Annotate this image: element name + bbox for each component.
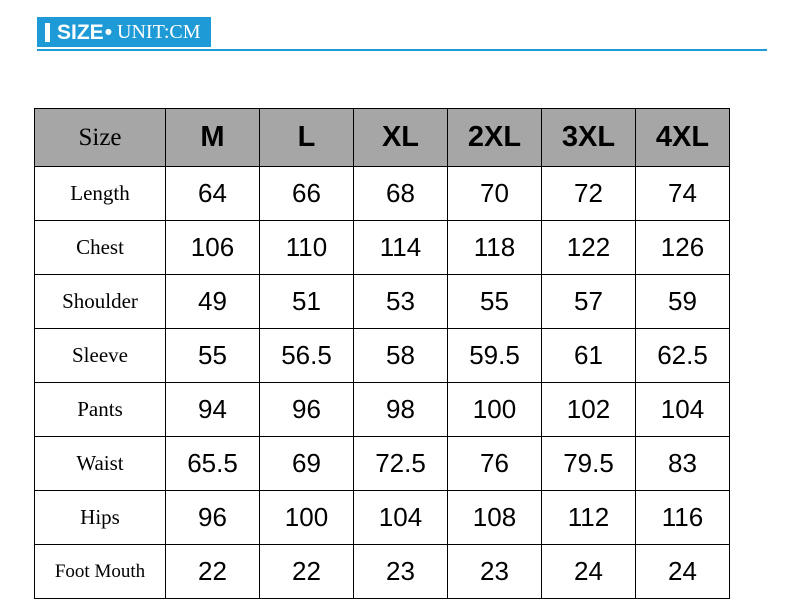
row-label-chest: Chest bbox=[35, 221, 166, 275]
cell-foot-mouth-xl: 23 bbox=[354, 545, 448, 599]
cell-sleeve-4xl: 62.5 bbox=[636, 329, 730, 383]
cell-foot-mouth-4xl: 24 bbox=[636, 545, 730, 599]
size-table-container bbox=[34, 108, 730, 599]
cell-shoulder-l: 51 bbox=[260, 275, 354, 329]
cell-length-4xl: 74 bbox=[636, 167, 730, 221]
cell-pants-m: 94 bbox=[166, 383, 260, 437]
cell-shoulder-xl: 53 bbox=[354, 275, 448, 329]
cell-waist-m: 65.5 bbox=[166, 437, 260, 491]
cell-sleeve-l: 56.5 bbox=[260, 329, 354, 383]
badge-unit-label: UNIT:CM bbox=[117, 21, 201, 43]
cell-hips-4xl: 116 bbox=[636, 491, 730, 545]
table-row bbox=[35, 491, 730, 545]
header-cell-l: L bbox=[260, 109, 354, 167]
cell-pants-3xl: 102 bbox=[542, 383, 636, 437]
cell-sleeve-2xl: 59.5 bbox=[448, 329, 542, 383]
table-row bbox=[35, 275, 730, 329]
cell-chest-4xl: 126 bbox=[636, 221, 730, 275]
cell-pants-xl: 98 bbox=[354, 383, 448, 437]
cell-waist-l: 69 bbox=[260, 437, 354, 491]
header-cell-size: Size bbox=[35, 109, 166, 167]
cell-waist-2xl: 76 bbox=[448, 437, 542, 491]
row-label-foot-mouth: Foot Mouth bbox=[35, 545, 166, 599]
cell-sleeve-xl: 58 bbox=[354, 329, 448, 383]
row-label-sleeve: Sleeve bbox=[35, 329, 166, 383]
cell-sleeve-3xl: 61 bbox=[542, 329, 636, 383]
cell-waist-4xl: 83 bbox=[636, 437, 730, 491]
table-row bbox=[35, 221, 730, 275]
size-table bbox=[34, 108, 730, 599]
header-divider-line bbox=[37, 49, 767, 51]
table-header bbox=[35, 109, 730, 167]
cell-chest-3xl: 122 bbox=[542, 221, 636, 275]
table-row bbox=[35, 437, 730, 491]
cell-hips-3xl: 112 bbox=[542, 491, 636, 545]
table-row bbox=[35, 167, 730, 221]
cell-foot-mouth-m: 22 bbox=[166, 545, 260, 599]
cell-hips-xl: 104 bbox=[354, 491, 448, 545]
header-banner bbox=[37, 17, 767, 51]
cell-foot-mouth-3xl: 24 bbox=[542, 545, 636, 599]
row-label-hips: Hips bbox=[35, 491, 166, 545]
cell-shoulder-3xl: 57 bbox=[542, 275, 636, 329]
cell-chest-l: 110 bbox=[260, 221, 354, 275]
cell-waist-xl: 72.5 bbox=[354, 437, 448, 491]
cell-sleeve-m: 55 bbox=[166, 329, 260, 383]
cell-length-m: 64 bbox=[166, 167, 260, 221]
size-unit-badge bbox=[37, 17, 211, 47]
badge-dot-separator: • bbox=[104, 20, 113, 44]
table-row bbox=[35, 383, 730, 437]
cell-shoulder-m: 49 bbox=[166, 275, 260, 329]
cell-chest-xl: 114 bbox=[354, 221, 448, 275]
cell-length-xl: 68 bbox=[354, 167, 448, 221]
table-row bbox=[35, 329, 730, 383]
header-cell-m: M bbox=[166, 109, 260, 167]
row-label-length: Length bbox=[35, 167, 166, 221]
badge-size-label: SIZE bbox=[57, 20, 104, 44]
cell-length-l: 66 bbox=[260, 167, 354, 221]
header-cell-xl: XL bbox=[354, 109, 448, 167]
cell-foot-mouth-2xl: 23 bbox=[448, 545, 542, 599]
row-label-waist: Waist bbox=[35, 437, 166, 491]
table-row bbox=[35, 545, 730, 599]
header-cell-3xl: 3XL bbox=[542, 109, 636, 167]
row-label-pants: Pants bbox=[35, 383, 166, 437]
cell-chest-2xl: 118 bbox=[448, 221, 542, 275]
badge-accent-bar bbox=[45, 23, 50, 42]
cell-hips-l: 100 bbox=[260, 491, 354, 545]
header-cell-4xl: 4XL bbox=[636, 109, 730, 167]
cell-pants-4xl: 104 bbox=[636, 383, 730, 437]
cell-hips-2xl: 108 bbox=[448, 491, 542, 545]
cell-length-2xl: 70 bbox=[448, 167, 542, 221]
table-body bbox=[35, 167, 730, 599]
cell-length-3xl: 72 bbox=[542, 167, 636, 221]
cell-foot-mouth-l: 22 bbox=[260, 545, 354, 599]
cell-shoulder-2xl: 55 bbox=[448, 275, 542, 329]
cell-waist-3xl: 79.5 bbox=[542, 437, 636, 491]
cell-chest-m: 106 bbox=[166, 221, 260, 275]
cell-pants-2xl: 100 bbox=[448, 383, 542, 437]
cell-hips-m: 96 bbox=[166, 491, 260, 545]
row-label-shoulder: Shoulder bbox=[35, 275, 166, 329]
cell-pants-l: 96 bbox=[260, 383, 354, 437]
header-cell-2xl: 2XL bbox=[448, 109, 542, 167]
table-header-row bbox=[35, 109, 730, 167]
cell-shoulder-4xl: 59 bbox=[636, 275, 730, 329]
